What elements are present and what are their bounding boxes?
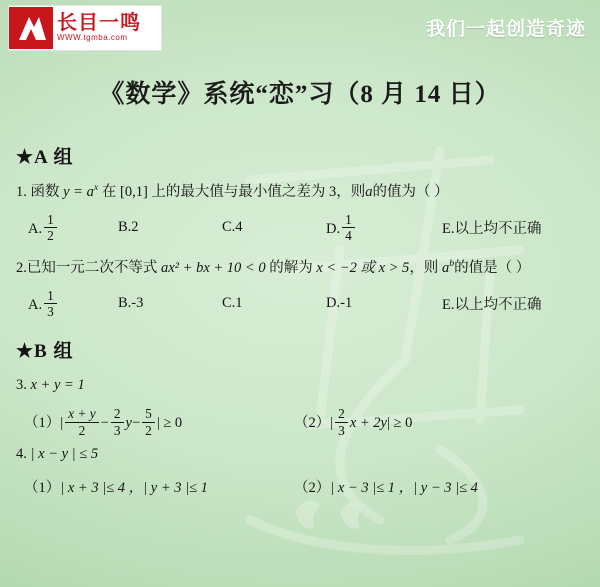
worksheet-content [0, 110, 600, 497]
option-d[interactable] [326, 212, 442, 244]
q2-number: 2. [16, 260, 27, 277]
option-d-label: D. [326, 220, 341, 237]
q1-text-4: 的值为（ ） [372, 183, 449, 200]
option-e-value: 以上均不正确 [454, 220, 542, 237]
sub-1-suffix: | ≥ 0 [156, 415, 183, 432]
sub-2-frac1-num: 2 [335, 406, 348, 422]
q2-expr-2: x < −2 或 x > 5 [316, 260, 410, 277]
sub-2-bar: | [330, 415, 334, 432]
q1-number: 1. [16, 183, 27, 200]
option-e-value: 以上均不正确 [454, 297, 542, 314]
option-a-num: 1 [44, 288, 57, 304]
option-e[interactable] [442, 293, 541, 314]
logo-url: WWW.tgmba.com [57, 33, 128, 43]
sub-2-label: （2） [294, 415, 331, 432]
option-b-value: 2 [131, 218, 139, 235]
q2-expr-3: a [441, 260, 450, 277]
option-a-num: 1 [44, 212, 57, 228]
option-d[interactable] [326, 295, 442, 312]
sub-1-frac1-den: 2 [78, 422, 86, 438]
sub-2-label: （2） [294, 479, 331, 496]
sub-1-text: | x + 3 |≤ 4 ，| y + 3 |≤ 1 [60, 479, 208, 496]
q2-text-1: 已知一元二次不等式 [26, 260, 158, 277]
q1-var-a: a [365, 183, 373, 200]
sub-1-minus: − [100, 415, 109, 432]
option-a[interactable] [28, 212, 118, 244]
option-d-label: D. [326, 295, 341, 312]
option-d-value: -1 [340, 295, 353, 312]
q2-text-3: ，则 [409, 260, 439, 277]
q2-expr-1: ax² + bx + 10 < 0 [161, 260, 266, 277]
question-1-stem [16, 181, 586, 204]
option-e[interactable] [442, 217, 541, 238]
q1-expr-y: y = a [63, 183, 94, 200]
question-2-stem [16, 257, 586, 280]
q3-number: 3. [16, 376, 27, 393]
page-title: 《数学》系统“恋”习（8 月 14 日） [99, 81, 501, 108]
sub-1-frac3-num: 5 [142, 406, 155, 422]
sub-1-label: （1） [24, 479, 61, 496]
question-3-stem [16, 375, 586, 397]
sub-1-frac2-num: 2 [111, 406, 124, 422]
option-a[interactable] [28, 288, 118, 320]
option-b-label: B. [118, 295, 132, 312]
option-b[interactable] [118, 219, 222, 236]
option-e-label: E. [442, 297, 455, 314]
q1-text-2: 在 [101, 183, 117, 200]
option-a-den: 3 [47, 304, 54, 320]
option-c-value: 4 [235, 218, 243, 235]
q3-expr: x + y = 1 [30, 376, 85, 393]
q1-interval: [0,1] [119, 183, 148, 200]
sub-1-var: y [125, 415, 132, 432]
question-3-subconditions [24, 406, 586, 438]
option-c-value: 1 [235, 295, 243, 312]
q2-text-4: 的值是（ ） [454, 260, 531, 277]
sub-condition-2 [294, 406, 412, 438]
option-b-value: -3 [131, 295, 144, 312]
sub-1-minus2: − [131, 415, 141, 432]
sub-condition-1 [24, 476, 294, 497]
group-heading-b: ★B 组 [16, 340, 74, 362]
tagline: 我们一起创造奇迹 [425, 19, 586, 40]
option-b-label: B. [118, 218, 132, 235]
q2-expr-3-sup: b [449, 258, 455, 270]
brand-logo [8, 5, 162, 51]
sub-1-bar: | [60, 415, 64, 432]
sub-1-frac1-num: x + y [65, 406, 99, 422]
page-header [0, 0, 600, 52]
option-c[interactable] [222, 219, 326, 236]
option-d-num: 1 [342, 212, 355, 228]
group-heading-a: ★A 组 [16, 147, 74, 168]
sub-1-frac3-den: 2 [145, 422, 152, 438]
option-b[interactable] [118, 295, 222, 312]
option-c-label: C. [222, 218, 236, 235]
q1-text-1: 函数 [30, 183, 60, 200]
question-2-options [28, 288, 586, 320]
question-4-subconditions [24, 476, 586, 497]
sub-1-label: （1） [24, 415, 61, 432]
sub-2-frac1-den: 3 [338, 422, 345, 438]
q1-expr-exp: x [93, 182, 99, 193]
q1-text-3: 上的最大值与最小值之差为 3，则 [151, 183, 366, 200]
q4-number: 4. [16, 445, 27, 462]
question-4-stem [16, 444, 586, 466]
option-c-label: C. [222, 295, 236, 312]
option-a-label: A. [28, 220, 43, 237]
option-a-den: 2 [47, 227, 54, 243]
sub-1-frac2-den: 3 [113, 422, 121, 438]
sub-condition-2 [294, 476, 478, 497]
logo-wordmark: 长目一鸣 [57, 12, 141, 35]
q2-text-2: 的解为 [269, 260, 313, 277]
option-a-label: A. [28, 296, 43, 313]
option-c[interactable] [222, 295, 326, 312]
option-d-den: 4 [345, 227, 352, 243]
sub-2-var: x + 2y [349, 415, 387, 432]
option-e-label: E. [442, 220, 455, 237]
sub-condition-1 [24, 406, 294, 438]
sub-2-text: | x − 3 |≤ 1 ，| y − 3 |≤ 4 [330, 479, 478, 496]
sub-2-suffix: | ≥ 0 [386, 415, 413, 432]
q4-expr: | x − y | ≤ 5 [30, 445, 99, 462]
mountain-peak-icon [9, 7, 53, 49]
question-1-options [28, 212, 586, 244]
